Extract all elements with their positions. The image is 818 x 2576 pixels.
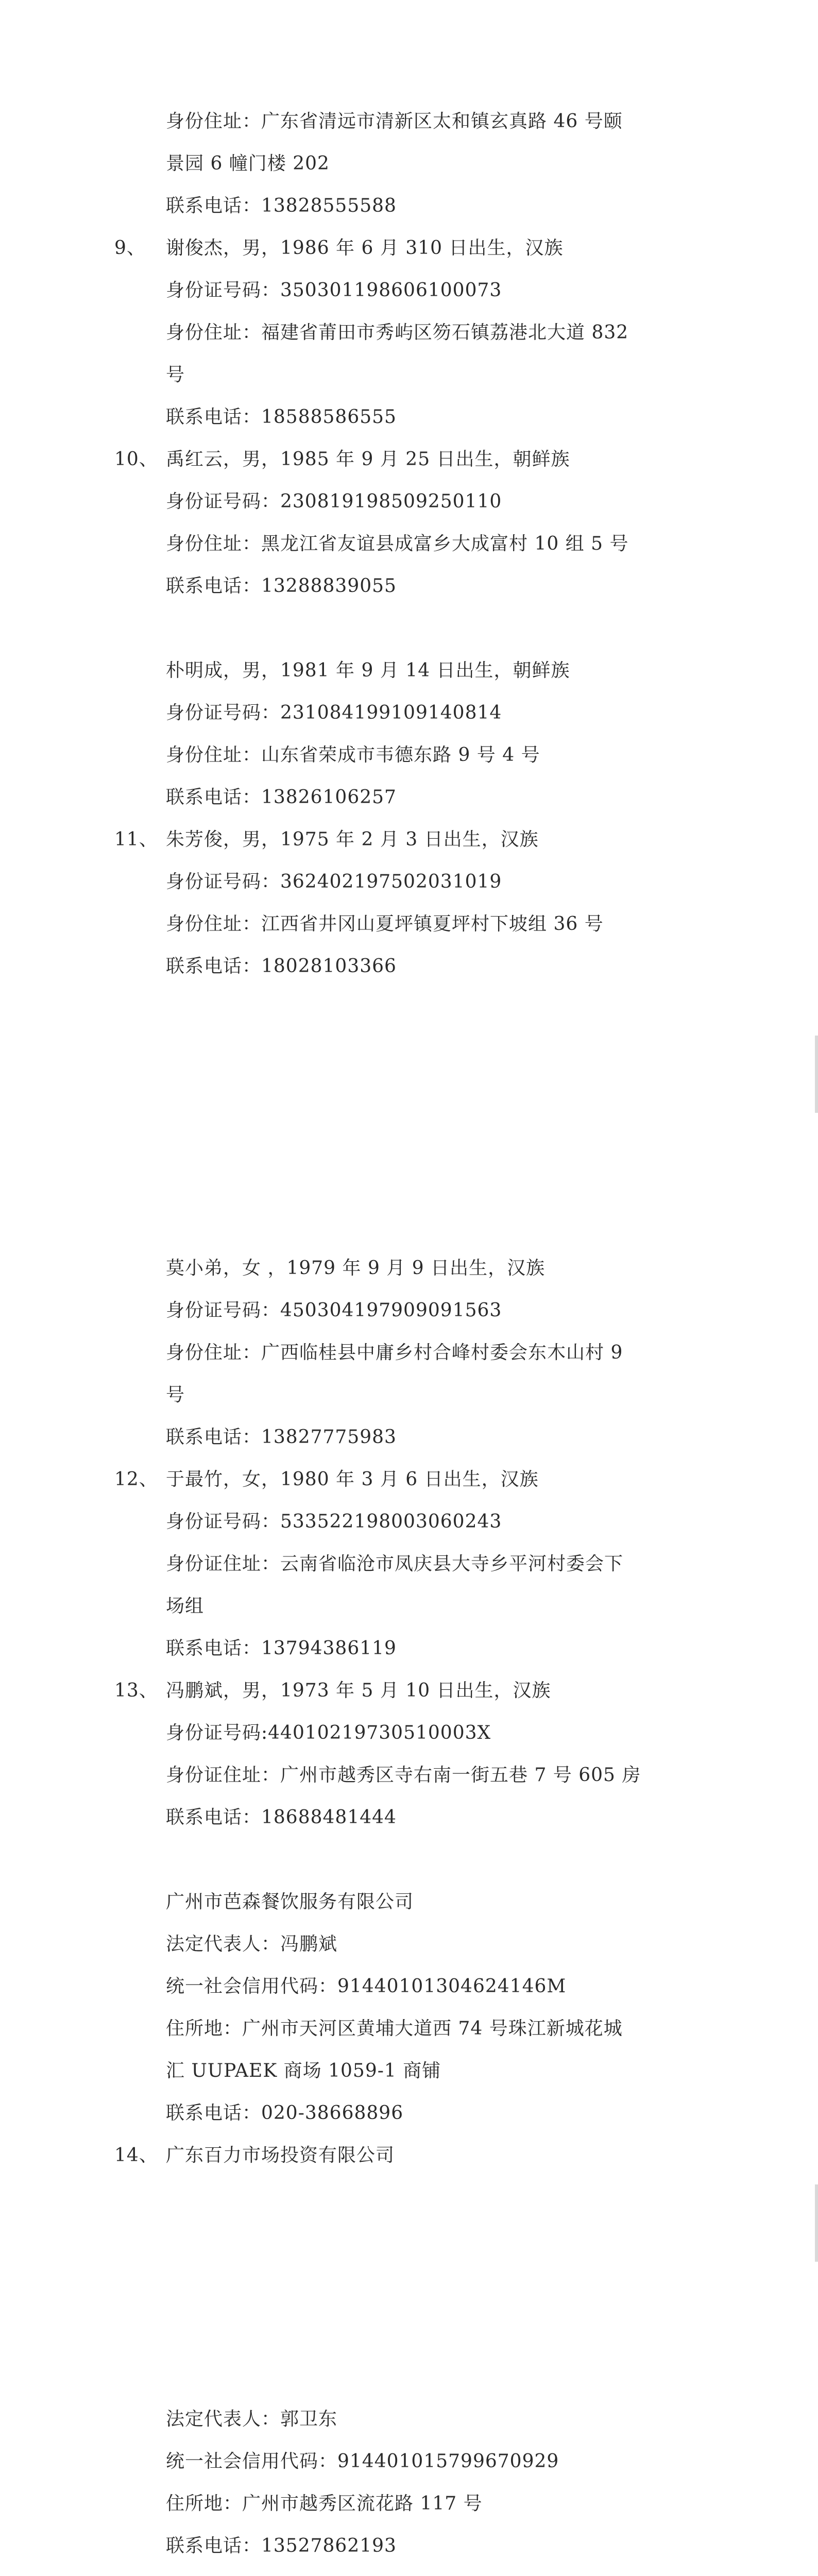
text-line: 联系电话：13826106257	[166, 787, 397, 808]
text-line: 联系电话：13827775983	[166, 1427, 397, 1448]
text-line: 身份证号码：231084199109140814	[166, 702, 502, 723]
text-line: 身份住址：福建省莆田市秀屿区笏石镇荔港北大道 832	[166, 322, 629, 343]
text-line: 广州市芭森餐饮服务有限公司	[166, 1891, 414, 1912]
text-line: 身份住址：黑龙江省友谊县成富乡大成富村 10 组 5 号	[166, 533, 629, 554]
text-line: 谢俊杰，男，1986 年 6 月 310 日出生，汉族	[166, 238, 564, 259]
text-line: 联系电话：18028103366	[166, 956, 397, 977]
text-line: 联系电话：13794386119	[166, 1638, 397, 1659]
text-line: 联系电话：18588586555	[166, 406, 397, 428]
text-line: 号	[166, 1384, 185, 1405]
text-line: 身份证住址：云南省临沧市凤庆县大寺乡平河村委会下	[166, 1553, 624, 1574]
text-line: 联系电话：13288839055	[166, 575, 397, 597]
text-line: 住所地：广州市天河区黄埔大道西 74 号珠江新城花城	[166, 2018, 623, 2039]
text-line: 朴明成，男，1981 年 9 月 14 日出生，朝鲜族	[166, 660, 570, 681]
text-line: 身份证住址：广州市越秀区寺右南一街五巷 7 号 605 房	[166, 1765, 641, 1786]
text-line: 景园 6 幢门楼 202	[166, 153, 330, 174]
text-line: 法定代表人：冯鹏斌	[166, 1934, 338, 1955]
text-line: 统一社会信用代码：91440101304624146M	[166, 1976, 567, 1997]
text-line: 联系电话：18688481444	[166, 1807, 397, 1828]
text-line: 身份证号码：450304197909091563	[166, 1300, 502, 1321]
text-line: 身份证号码：230819198509250110	[166, 491, 502, 512]
item-number: 9、	[114, 238, 146, 259]
text-line: 身份证号码：350301198606100073	[166, 280, 502, 301]
text-line: 于最竹，女，1980 年 3 月 6 日出生，汉族	[166, 1469, 539, 1490]
item-number: 12、	[114, 1469, 158, 1490]
text-line: 住所地：广州市越秀区流花路 117 号	[166, 2493, 483, 2514]
text-line: 身份证号码:44010219730510003X	[166, 1722, 491, 1743]
text-line: 朱芳俊，男，1975 年 2 月 3 日出生，汉族	[166, 829, 539, 850]
item-number: 14、	[114, 2145, 158, 2166]
text-line: 身份住址：广西临桂县中庸乡村合峰村委会东木山村 9	[166, 1342, 623, 1363]
page-edge-shadow	[815, 1036, 818, 1113]
text-line: 身份住址：广东省清远市清新区太和镇玄真路 46 号颐	[166, 111, 623, 132]
text-line: 冯鹏斌，男，1973 年 5 月 10 日出生，汉族	[166, 1680, 551, 1701]
text-line: 广东百力市场投资有限公司	[166, 2145, 395, 2166]
page-edge-shadow	[815, 2184, 818, 2262]
text-line: 联系电话：020-38668896	[166, 2103, 404, 2124]
text-line: 禹红云，男，1985 年 9 月 25 日出生，朝鲜族	[166, 449, 570, 470]
text-line: 法定代表人：郭卫东	[166, 2409, 338, 2430]
text-line: 汇 UUPAEK 商场 1059-1 商铺	[166, 2060, 441, 2081]
text-line: 身份证号码：533522198003060243	[166, 1511, 502, 1532]
item-number: 10、	[114, 449, 158, 470]
text-line: 身份住址：江西省井冈山夏坪镇夏坪村下坡组 36 号	[166, 913, 604, 935]
item-number: 13、	[114, 1680, 158, 1701]
text-line: 场组	[166, 1596, 204, 1617]
text-line: 身份住址：山东省荣成市韦德东路 9 号 4 号	[166, 744, 540, 766]
text-line: 号	[166, 364, 185, 385]
text-line: 身份证号码：362402197502031019	[166, 871, 502, 892]
text-line: 联系电话：13527862193	[166, 2535, 397, 2556]
text-line: 联系电话：13828555588	[166, 195, 397, 216]
item-number: 11、	[114, 829, 158, 850]
text-line: 莫小弟，女 ，1979 年 9 月 9 日出生，汉族	[166, 1258, 546, 1279]
text-line: 统一社会信用代码：914401015799670929	[166, 2451, 559, 2472]
